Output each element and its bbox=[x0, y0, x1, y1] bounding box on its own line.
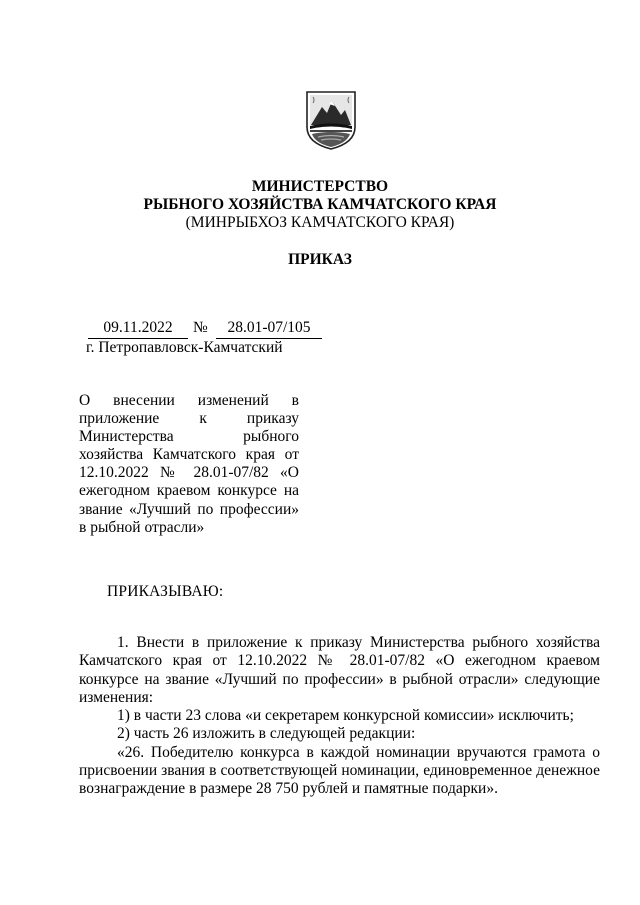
ministry-short-name: (МИНРЫБХОЗ КАМЧАТСКОГО КРАЯ) bbox=[185, 214, 455, 231]
order-date: 09.11.2022 bbox=[88, 319, 188, 339]
paragraph-1: 1. Внести в приложение к приказу Министерства рыбного хозяйства Камчатского края от 12.10.2022 № 28.01-07/82 «О ежегодном краевом конкурсе на звание «Лучший по профессии» в рыбной отрасли» следующие изменения: bbox=[79, 634, 600, 706]
ministry-title: МИНИСТЕРСТВО bbox=[251, 178, 389, 195]
paragraph-3: 2) часть 26 изложить в следующей редакции: bbox=[117, 725, 416, 743]
ministry-full-name: РЫБНОГО ХОЗЯЙСТВА КАМЧАТСКОГО КРАЯ bbox=[143, 196, 497, 213]
document-type: ПРИКАЗ bbox=[288, 251, 352, 268]
paragraph-2: 1) в части 23 слова «и секретарем конкурсной комиссии» исключить; bbox=[117, 707, 574, 725]
coat-of-arms-emblem bbox=[301, 89, 361, 151]
number-sign: № bbox=[193, 319, 208, 336]
order-word: ПРИКАЗЫВАЮ: bbox=[107, 583, 224, 600]
order-body bbox=[79, 634, 600, 799]
issue-place: г. Петропавловск-Камчатский bbox=[86, 339, 283, 356]
paragraph-4: «26. Победителю конкурса в каждой номинации вручаются грамота о присвоении звания в соответствующей номинации, единовременное денежное вознаграждение в размере 28 750 рублей и памятные подарки». bbox=[79, 743, 600, 798]
order-subject: О внесении изменений в приложение к приказу Министерства рыбного хозяйства Камчатского края от 12.10.2022 № 28.01-07/82 «О ежегодном краевом конкурсе на звание «Лучший по профессии» в рыбной отрасли» bbox=[79, 392, 299, 536]
order-number: 28.01-07/105 bbox=[216, 319, 322, 339]
